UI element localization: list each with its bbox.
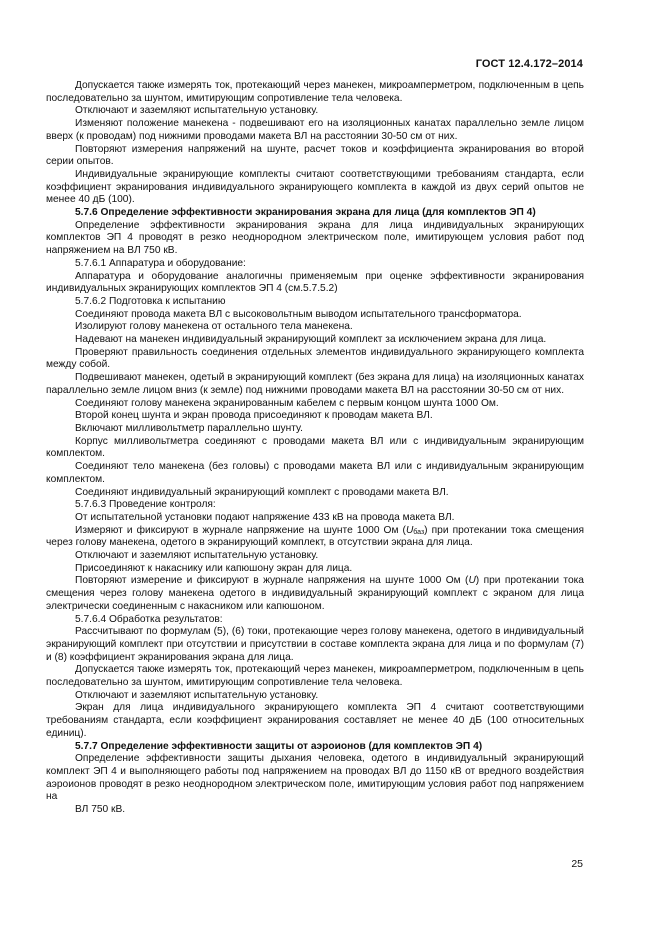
body-paragraph — [46, 550, 584, 563]
paragraph-text: Допускается также измерять ток, протекающий через манекен, микроамперметром, подключенным в цепь последовательно за шунтом, имитирующим сопротивление тела человека. — [46, 664, 584, 689]
body-paragraph — [46, 296, 584, 309]
paragraph-text: Соединяют провода макета ВЛ с высоковольтным выводом испытательного трансформатора. — [75, 308, 522, 320]
paragraph-text: Отключают и заземляют испытательную установку. — [75, 550, 319, 562]
paragraph-text: Определение эффективности экранирования экрана для лица индивидуальных экранирующих комплектов ЭП 4 проводят в резко неоднородном электрическом поле, имитирующем условия работ под напряжением на ВЛ 750 кВ. — [46, 219, 584, 257]
paragraph-text: 5.7.6.4 Обработка результатов: — [75, 613, 223, 625]
section-heading — [46, 207, 584, 220]
paragraph-text: Отключают и заземляют испытательную установку. — [75, 105, 319, 117]
body-paragraph — [46, 461, 584, 486]
paragraph-text: Измеряют и фиксируют в журнале напряжение на шунте 1000 Ом ( — [75, 524, 406, 536]
body-paragraph — [46, 626, 584, 664]
paragraph-text: Корпус милливольтметра соединяют с проводами макета ВЛ или с индивидуальным экранирующим комплектом. — [46, 435, 584, 460]
paragraph-text: Соединяют тело манекена (без головы) с проводами макета ВЛ или с индивидуальным экранирующим комплектом. — [46, 461, 584, 485]
body-paragraph — [46, 105, 584, 118]
voltage-symbol: U — [468, 575, 476, 587]
paragraph-text: 5.7.6.1 Аппаратура и оборудование: — [75, 257, 246, 269]
body-paragraph — [46, 690, 584, 703]
body-paragraph — [46, 804, 584, 817]
voltage-subscript: баз — [413, 528, 425, 536]
body-paragraph — [46, 334, 584, 347]
paragraph-text: Аппаратура и оборудование аналогичны применяемым при оценке эффективности экранирования индивидуальных экранирующих комплектов ЭП 4 (см.5.7.5.2) — [46, 270, 584, 295]
paragraph-text: От испытательной установки подают напряжение 433 кВ на провода макета ВЛ. — [75, 511, 455, 523]
body-paragraph — [46, 169, 584, 207]
paragraph-text: Второй конец шунта и экран провода присоединяют к проводам макета ВЛ. — [75, 410, 433, 422]
body-paragraph — [46, 321, 584, 334]
body-paragraph — [46, 398, 584, 411]
body-paragraph — [46, 118, 584, 143]
paragraph-text: Соединяют индивидуальный экранирующий комплект с проводами макета ВЛ. — [75, 486, 449, 498]
body-paragraph — [46, 614, 584, 627]
paragraph-text: Отключают и заземляют испытательную установку. — [75, 689, 319, 701]
body-paragraph — [46, 499, 584, 512]
paragraph-text: Рассчитывают по формулам (5), (6) токи, протекающие через голову манекена, одетого в индивидуальный экранирующий комплект при отсутствии и присутствии в составе комплекта экрана для лица и по формулам (7) и (8) коэффициент экранирования экрана для лица. — [46, 626, 584, 663]
document-code-header: ГОСТ 12.4.172–2014 — [475, 58, 583, 70]
body-paragraph — [46, 525, 584, 550]
body-paragraph — [46, 423, 584, 436]
paragraph-text: Соединяют голову манекена экранированным кабелем с первым концом шунта 1000 Ом. — [75, 397, 499, 409]
page-number: 25 — [571, 858, 583, 870]
paragraph-text: Присоединяют к накаснику или капюшону экран для лица. — [75, 562, 353, 574]
body-paragraph — [46, 664, 584, 689]
paragraph-text: Проверяют правильность соединения отдельных элементов индивидуального экранирующего комплекта между собой. — [46, 346, 584, 371]
body-paragraph — [46, 372, 584, 397]
document-body — [46, 80, 584, 817]
body-paragraph — [46, 575, 584, 613]
body-paragraph — [46, 144, 584, 169]
body-paragraph — [46, 753, 584, 804]
body-paragraph — [46, 410, 584, 423]
body-paragraph — [46, 436, 584, 461]
body-paragraph — [46, 271, 584, 296]
paragraph-text: 5.7.6 Определение эффективности экранирования экрана для лица (для комплектов ЭП 4) — [75, 207, 536, 219]
paragraph-text-rest: ) при протекании тока смещения через голову манекена, одетого в экранирующий комплект, в отсутствии экрана для лица. — [46, 524, 584, 549]
paragraph-text: Повторяют измерение и фиксируют в журнале напряжения на шунте 1000 Ом ( — [75, 575, 469, 587]
paragraph-text: Индивидуальные экранирующие комплекты считают соответствующими требованиям стандарта, если коэффициент экранирования индивидуального экранирующего комплекта в каждой из двух серий опытов не менее 40 дБ (100). — [46, 168, 584, 206]
paragraph-text: Изменяют положение манекена - подвешивают его на изоляционных канатах параллельно земле лицом вверх (к проводам) под нижними проводами макета ВЛ на расстоянии 30-50 см от них. — [46, 118, 584, 142]
paragraph-text: Экран для лица индивидуального экранирующего комплекта ЭП 4 считают соответствующими требованиям стандарта, если коэффициент экранирования составляет не менее 40 дБ (100 относительных единиц). — [46, 702, 584, 739]
body-paragraph — [46, 487, 584, 500]
section-heading — [46, 741, 584, 754]
paragraph-text: Включают милливольтметр параллельно шунту. — [75, 422, 303, 434]
body-paragraph — [46, 702, 584, 740]
paragraph-text-rest: ) при протекании тока смещения через голову манекена одетого в индивидуальный экранирующий комплект с экраном для лица электрически соединенным с накасником или капюшоном. — [46, 575, 584, 612]
voltage-symbol: U — [405, 524, 414, 536]
paragraph-text: Надевают на манекен индивидуальный экранирующий комплект за исключением экрана для лица. — [75, 334, 547, 346]
body-paragraph — [46, 309, 584, 322]
body-paragraph — [46, 258, 584, 271]
paragraph-text: 5.7.6.2 Подготовка к испытанию — [75, 295, 226, 307]
body-paragraph — [46, 563, 584, 576]
paragraph-text: Изолируют голову манекена от остального тела манекена. — [75, 321, 353, 333]
paragraph-text: Повторяют измерения напряжений на шунте, расчет токов и коэффициента экранирования во второй серии опытов. — [46, 143, 584, 168]
body-paragraph — [46, 347, 584, 372]
body-paragraph — [46, 80, 584, 105]
body-paragraph — [46, 220, 584, 258]
paragraph-text: Допускается также измерять ток, протекающий через манекен, микроамперметром, подключенным в цепь последовательно за шунтом, имитирующим сопротивление тела человека. — [46, 80, 584, 104]
paragraph-text: Определение эффективности защиты дыхания человека, одетого в индивидуальный экранирующий комплект ЭП 4 и выполняющего работы под напряжением на проводах ВЛ до 1150 кВ от вредного воздействия аэроионов проводят в резко неоднородном электрическом поле, имитирующим условия работ под напряжением на — [46, 753, 584, 803]
body-paragraph — [46, 512, 584, 525]
paragraph-text: Подвешивают манекен, одетый в экранирующий комплект (без экрана для лица) на изоляционных канатах параллельно земле лицом вниз (к земле) под нижними проводами макета ВЛ на расстоянии 30-50 см от них. — [46, 372, 584, 396]
paragraph-text: 5.7.7 Определение эффективности защиты от аэроионов (для комплектов ЭП 4) — [75, 740, 483, 752]
paragraph-text: ВЛ 750 кВ. — [75, 804, 126, 816]
paragraph-text: 5.7.6.3 Проведение контроля: — [75, 499, 216, 511]
